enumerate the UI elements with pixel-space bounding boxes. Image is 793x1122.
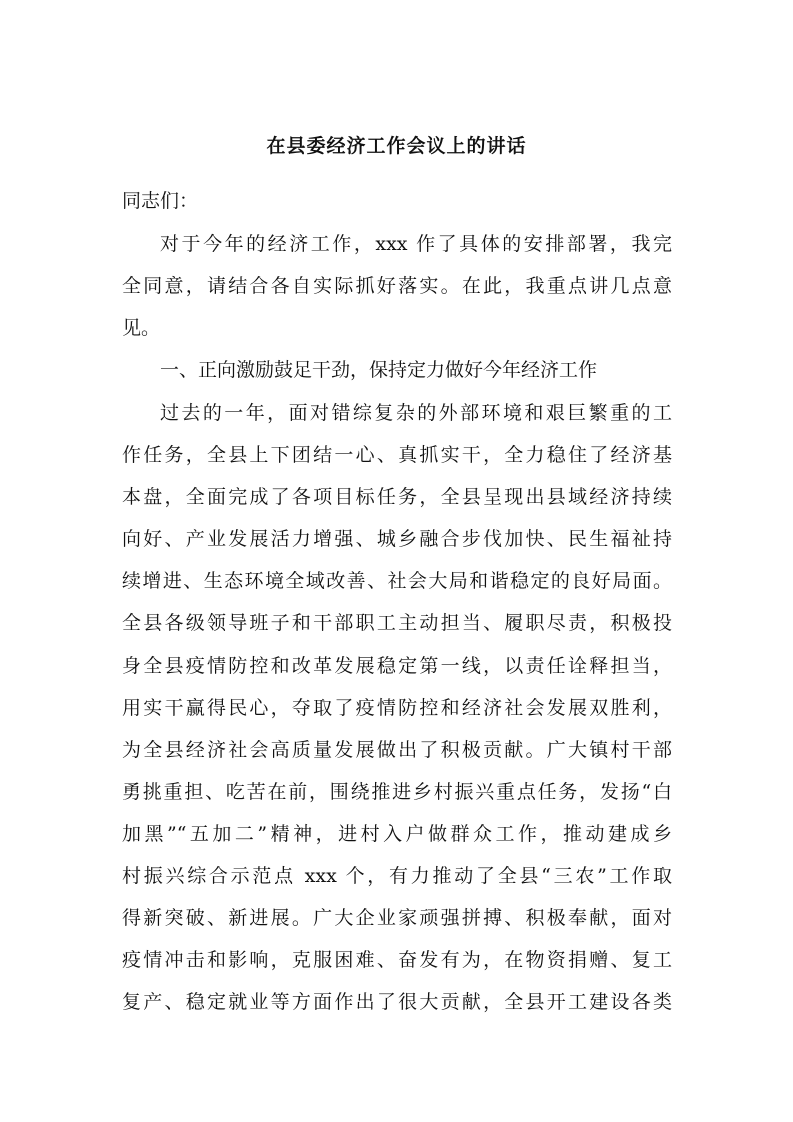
text-line: 向好、产业发展活力增强、城乡融合步伐加快、民生福祉持 bbox=[122, 528, 672, 550]
document-title: 在县委经济工作会议上的讲话 bbox=[266, 135, 527, 157]
text-line: 本盘，全面完成了各项目标任务，全县呈现出县域经济持续 bbox=[122, 486, 672, 508]
text-line: 见。 bbox=[122, 317, 161, 339]
text-line: 加黑”“五加二”精神，进村入户做群众工作，推动建成乡 bbox=[122, 823, 672, 845]
text-line: 疫情冲击和影响，克服困难、奋发有为，在物资捐赠、复工 bbox=[122, 949, 672, 971]
salutation: 同志们： bbox=[122, 190, 199, 212]
text-line: 村振兴综合示范点 xxx 个，有力推动了全县“三农”工作取 bbox=[122, 865, 672, 887]
text-line: 过去的一年，面对错综复杂的外部环境和艰巨繁重的工 bbox=[160, 402, 672, 424]
text-line: 身全县疫情防控和改革发展稳定第一线，以责任诠释担当， bbox=[122, 655, 672, 677]
text-line: 为全县经济社会高质量发展做出了积极贡献。广大镇村干部 bbox=[122, 739, 672, 761]
text-line: 续增进、生态环境全域改善、社会大局和谐稳定的良好局面。 bbox=[122, 570, 672, 592]
text-line: 用实干赢得民心，夺取了疫情防控和经济社会发展双胜利， bbox=[122, 697, 672, 719]
text-line: 全同意，请结合各自实际抓好落实。在此，我重点讲几点意 bbox=[122, 275, 672, 297]
text-line: 复产、稳定就业等方面作出了很大贡献，全县开工建设各类 bbox=[122, 991, 672, 1013]
text-line: 得新突破、新进展。广大企业家顽强拼搏、积极奉献，面对 bbox=[122, 907, 672, 929]
section-heading: 一、正向激励鼓足干劲，保持定力做好今年经济工作 bbox=[160, 359, 598, 381]
text-line: 作任务，全县上下团结一心、真抓实干，全力稳住了经济基 bbox=[122, 444, 672, 466]
text-line: 勇挑重担、吃苦在前，围绕推进乡村振兴重点任务，发扬“白 bbox=[122, 781, 672, 803]
text-line: 对于今年的经济工作，xxx 作了具体的安排部署，我完 bbox=[160, 233, 672, 255]
text-line: 全县各级领导班子和干部职工主动担当、履职尽责，积极投 bbox=[122, 612, 672, 634]
